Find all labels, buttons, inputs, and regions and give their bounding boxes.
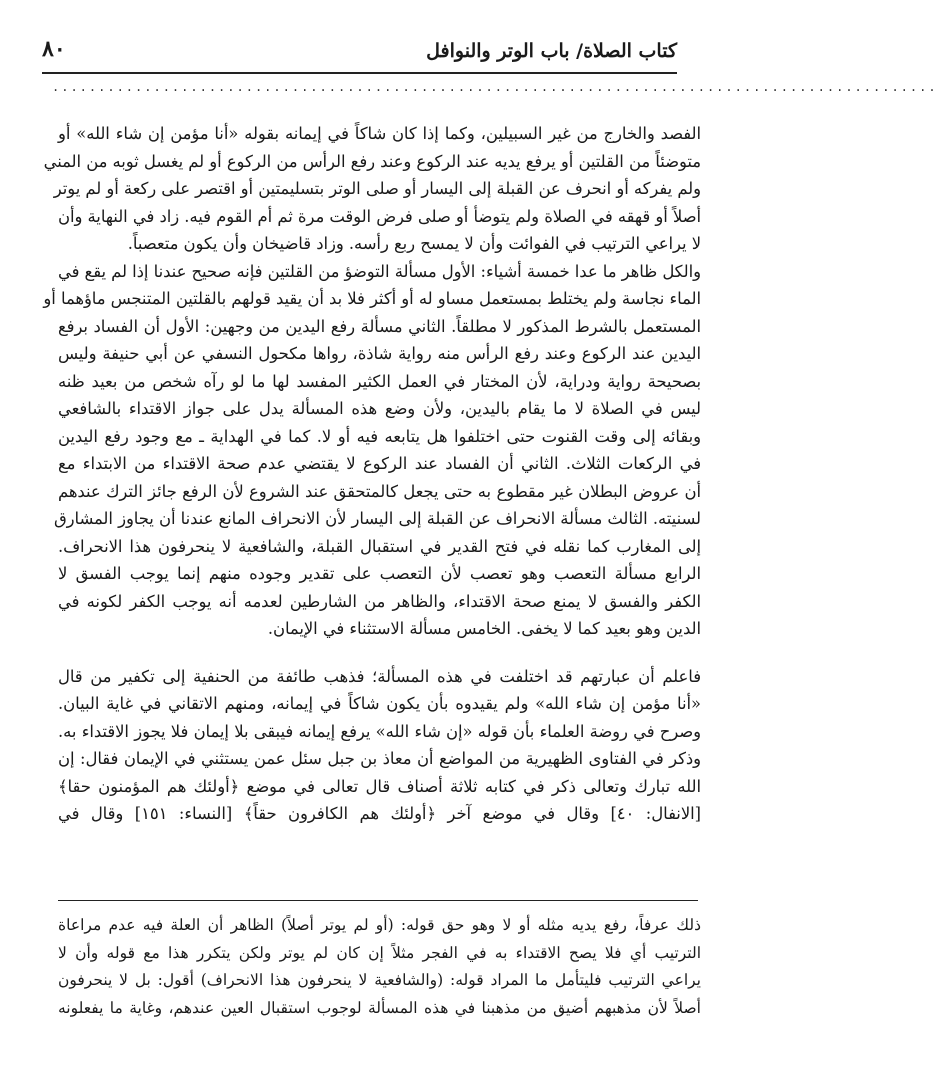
footnote-line: ذلك عرفاً، رفع يديه مثله أو لا وهو حق قوله: (أو لم يوتر أصلاً) الظاهر أن العلة فيه عدم مراعاة bbox=[58, 916, 701, 934]
text-line: الله تبارك وتعالى ذكر في كتابه ثلاثة أصناف قال تعالى في موضع ﴿أولئك هم المؤمنون حقا﴾ bbox=[58, 776, 701, 796]
main-text bbox=[43, 120, 701, 828]
text-line: المستعمل بالشرط المذكور لا مطلقاً. الثاني مسألة رفع اليدين من وجهين: الأول أن الفساد برفع bbox=[58, 316, 701, 336]
text-line: وصرح في روضة العلماء بأن قوله «إن شاء الله» يرفع إيمانه فيبقى بلا إيمان فلا يجوز الاقتداء به. bbox=[58, 721, 701, 741]
text-line: ليس في الصلاة لا ما يقام باليدين، ولأن وضع هذه المسألة يدل على جواز الاقتداء بالشافعي bbox=[58, 399, 701, 418]
text-line: في الركعات الثلاث. الثاني أن الفساد عند الركوع لا يقتضي عدم صحة الاقتداء من الابتداء مع bbox=[58, 454, 701, 473]
footnote-separator bbox=[58, 900, 698, 901]
text-line: أصلاً أو قهقه في الصلاة ولم يتوضأ أو صلى فرض الوقت مرة ثم أم القوم فيه. زاد في النهاية وأن bbox=[58, 206, 701, 226]
text-line: أن عروض البطلان غير مقطوع به حتى يجعل كالمتحقق عند الشروع لأن الرفع جائز الترك عندهم bbox=[58, 481, 701, 501]
footnote-line: أصلاً لأن مذهبهم أضيق من مذهبنا في هذه المسألة لوجوب استقبال العين عندهم، وغاية ما يفعلونه bbox=[58, 998, 701, 1017]
text-line: لا يراعي الترتيب في الفوائت وأن لا يمسح ربع رأسه. وزاد قاضيخان وأن يكون متعصباً. bbox=[127, 234, 701, 253]
running-header bbox=[42, 32, 677, 74]
text-line: الرابع مسألة التعصب وهو تعصب لأن التعصب على تقدير وجوده منهم إنما يوجب الفسق لا bbox=[58, 564, 701, 583]
dotted-separator: ................................................................................................ bbox=[52, 80, 938, 94]
text-line: وبقائه إلى وقت القنوت حتى اختلفوا هل يتابعه فيه أو لا. كما في الهداية ـ مع وجود رفع اليدين bbox=[58, 426, 701, 446]
footnote-line: الترتيب أي فلا يصح الاقتداء به في الفجر مثلاً إن كان لم يوتر ولكن يتكرر هذا مع قوله وأن لا bbox=[58, 943, 701, 962]
text-line: [الانفال: ٤٠] وقال في موضع آخر ﴿أولئك هم الكافرون حقاً﴾ [النساء: ١٥١] وقال في bbox=[58, 804, 701, 823]
text-line: وذكر في الفتاوى الظهيرية من المواضع أن معاذ بن جبل سئل عمن يستثني في الإيمان فقال: إن bbox=[58, 749, 701, 768]
page-number: ٨٠ bbox=[42, 36, 66, 62]
text-line: الماء نجاسة ولم يختلط بمستعمل مساو له أو أكثر فلا بد أن يقيد قولهم بالقلتين المتنجس ماؤهما أو bbox=[43, 289, 701, 308]
text-line: الكفر والفسق لا يمنع صحة الاقتداء، والظاهر من الشارطين لعدمه أنه يوجب الكفر لكونه في bbox=[58, 591, 701, 611]
text-line: لسنيته. الثالث مسألة الانحراف عن القبلة إلى اليسار لأن الانحراف المانع عندنا أن يجاوز المشارق bbox=[54, 509, 701, 528]
text-line: اليدين عند الركوع وعند رفع الرأس منه رواية شاذة، رواها مكحول النسفي عن أبي حنيفة وليس bbox=[58, 344, 701, 363]
text-line: والكل ظاهر ما عدا خمسة أشياء: الأول مسألة التوضؤ من القلتين فإنه صحيح عندنا إذا لم يقع في bbox=[58, 261, 701, 281]
text-line: الدين وهو بعيد كما لا يخفى. الخامس مسألة الاستثناء في الإيمان. bbox=[267, 619, 701, 638]
footnote-line: يراعي الترتيب فليتأمل ما المراد قوله: (والشافعية لا ينحرفون هذا الانحراف) أقول: بل لا ينحرفون bbox=[58, 971, 701, 989]
text-line: فاعلم أن عبارتهم قد اختلفت في هذه المسألة؛ فذهب طائفة من الحنفية إلى تكفير من قال bbox=[58, 666, 701, 686]
footnotes bbox=[58, 912, 701, 1022]
text-line: ولم يفركه أو انحرف عن القبلة إلى اليسار أو صلى الوتر بتسليمتين أو اقتصر على ركعة أو لم يوتر bbox=[53, 179, 701, 198]
text-line: بصحيحة رواية ودراية، لأن المختار في العمل الكثير المفسد لها ما لو رآه شخص من بعيد ظنه bbox=[58, 371, 701, 391]
chapter-title: كتاب الصلاة/ باب الوتر والنوافل bbox=[426, 40, 677, 62]
text-line: الفصد والخارج من غير السبيلين، وكما إذا كان شاكاً في إيمانه بقوله «أنا مؤمن إن شاء الله» أو bbox=[58, 124, 701, 143]
text-line: متوضئاً من القلتين أو يرفع يديه عند الركوع وعند رفع الرأس من الركوع أو لم يغسل ثوبه من المني bbox=[43, 151, 701, 171]
text-line: إلى المغارب كما نقله في فتح القدير في استقبال القبلة، والشافعية لا ينحرفون هذا الانحراف. bbox=[58, 536, 701, 556]
text-line: «أنا مؤمن إن شاء الله» ولم يقيدوه بأن يكون شاكاً في إيمانه، ومنهم الاتقاني في غاية البيان. bbox=[58, 694, 701, 713]
